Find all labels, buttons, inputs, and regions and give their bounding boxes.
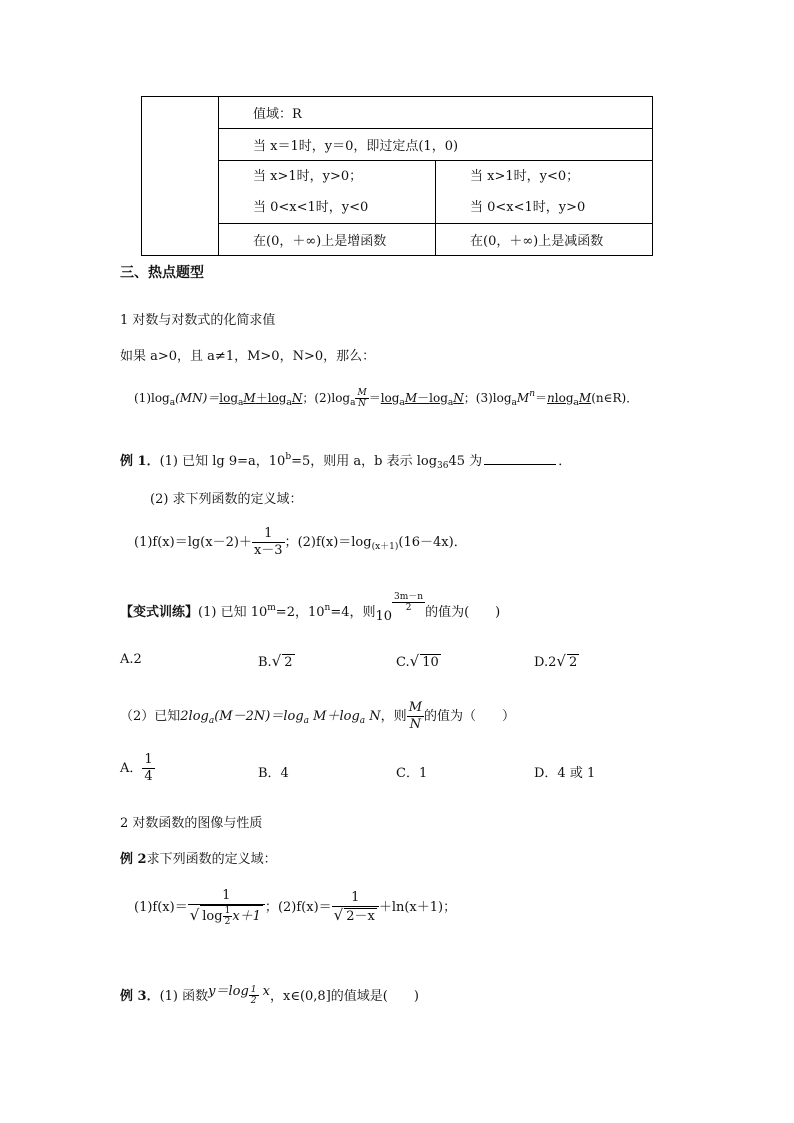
- example-3-question: 例 3．(1) 函数y＝log $\frac{1}{2}$ x，x∈(0,8]的值域是( ): [120, 984, 419, 1006]
- f2-domain-fraction: $\frac{1}{√ 2-x}$: [332, 890, 379, 925]
- variant-question-1: 【变式训练】(1) 已知 $10^m=2$，$10^n=4$，则10 $\frac{3m-n}{2}$ 的值为( ): [120, 592, 501, 624]
- topic-1-condition: 如果 a>0，且 a≠1，M>0，N>0，那么：: [120, 349, 376, 364]
- example-2-functions: (1)f(x)＝ 1 √ log $\frac{1}{2}$ x＋1 ；(2)f(x)＝ $\frac{1}{√ 2-x}$ ＋ln(x＋1)；: [134, 888, 457, 927]
- rule-3-answer: nlog$_a$M: [547, 391, 592, 408]
- dec-line-1: 当 x>1时，y<0；: [470, 169, 580, 184]
- rule-2-fraction: $\frac{M}{N}$: [357, 388, 367, 409]
- inc-line-2: 当 0<x<1时，y<0: [253, 200, 369, 215]
- rule-2-answer: $\log_aM-\log_aN$: [380, 391, 464, 408]
- decreasing-cell: 在(0，＋∞)上是减函数: [436, 224, 653, 256]
- option-a-2: A． $\frac{1}{4}$: [120, 752, 153, 784]
- ex3-expression: y＝log $\frac{1}{2}$ x: [208, 984, 270, 1006]
- example-1-question-1: 例 1．(1) 已知 lg 9=a，$10^b=5$，则用 a，b 表示 $\log_{36}45$ 为 ．: [120, 452, 572, 471]
- option-b-2: B．4: [258, 766, 289, 781]
- variant-question-2: （2）已知$2\log_a(M-2N)=\log_a$ $M+\log_a$ N，则 $\frac{M}{N}$ 的值为（ ）: [120, 700, 516, 732]
- dec-line-2: 当 0<x<1时，y>0: [470, 200, 586, 215]
- example-1-question-2: (2) 求下列函数的定义域：: [150, 492, 303, 507]
- section-3-title: 三、热点题型: [120, 265, 204, 281]
- table-empty-left-cell: [142, 97, 219, 256]
- example-1-functions: (1)f(x)＝lg(x－2)＋ $\frac{1}{x-3}$ ；$(2)f(x)=\log_{(x+1)}(16-4x)$．: [134, 526, 467, 558]
- option-c-1: C.√ 10: [396, 652, 439, 670]
- rule-2-prefix: (2)log: [314, 391, 351, 405]
- example-3-label: 例 3．: [120, 989, 160, 1004]
- rule-1-base: a: [169, 398, 176, 408]
- answer-blank[interactable]: [484, 452, 556, 465]
- decreasing-sign-cell: [436, 161, 653, 224]
- log-rules-line: $(1)\log_a(MN)=\log_aM+\log_aN$；$(2)\log_a$ $\frac{M}{N}$ $=\log_aM-\log_aN$；$(3)\log_aM^n=nlog_aM(n\in R)$．: [134, 388, 639, 409]
- exponent-fraction: $\frac{3m-n}{2}$: [394, 592, 424, 613]
- log-properties-table: [141, 96, 653, 256]
- f1-domain-fraction: 1 √ log $\frac{1}{2}$ x＋1: [188, 888, 265, 927]
- topic-1-title: 1 对数与对数式的化简求值: [120, 313, 276, 328]
- range-cell: 值域：R: [219, 97, 653, 129]
- increasing-sign-cell: [219, 161, 436, 224]
- option-d-2: D．4 或 1: [534, 766, 596, 781]
- rule-3-prefix: (3)log: [475, 391, 512, 405]
- option-c-2: C．1: [396, 766, 428, 781]
- option-b-1: B.√ 2: [258, 652, 293, 670]
- f1-fraction: $\frac{1}{x-3}$: [253, 526, 283, 558]
- variant-label: 【变式训练】: [120, 605, 199, 620]
- example-2-label: 例 2: [120, 852, 147, 867]
- inc-line-1: 当 x>1时，y>0；: [253, 169, 363, 184]
- option-d-1: D.2√ 2: [534, 652, 578, 670]
- increasing-cell: 在(0，＋∞)上是增函数: [219, 224, 436, 256]
- rule-1-answer: $\log_aM+\log_aN$: [219, 391, 303, 408]
- fixed-point-cell: 当 x＝1时，y＝0，即过定点(1，0): [219, 129, 653, 161]
- topic-2-title: 2 对数函数的图像与性质: [120, 816, 263, 831]
- example-2-question: 例 2求下列函数的定义域：: [120, 852, 277, 867]
- example-1-label: 例 1．: [120, 454, 160, 469]
- rule-1-prefix: (1)log: [134, 391, 170, 405]
- m-over-n-fraction: $\frac{M}{N}$: [408, 700, 422, 732]
- option-a-1: A.2: [120, 652, 142, 667]
- rule-1-arg: (MN)＝: [175, 391, 220, 405]
- q2-equation: $2\log_a(M-2N)=\log_a$ $M+\log_a$ N: [180, 709, 381, 726]
